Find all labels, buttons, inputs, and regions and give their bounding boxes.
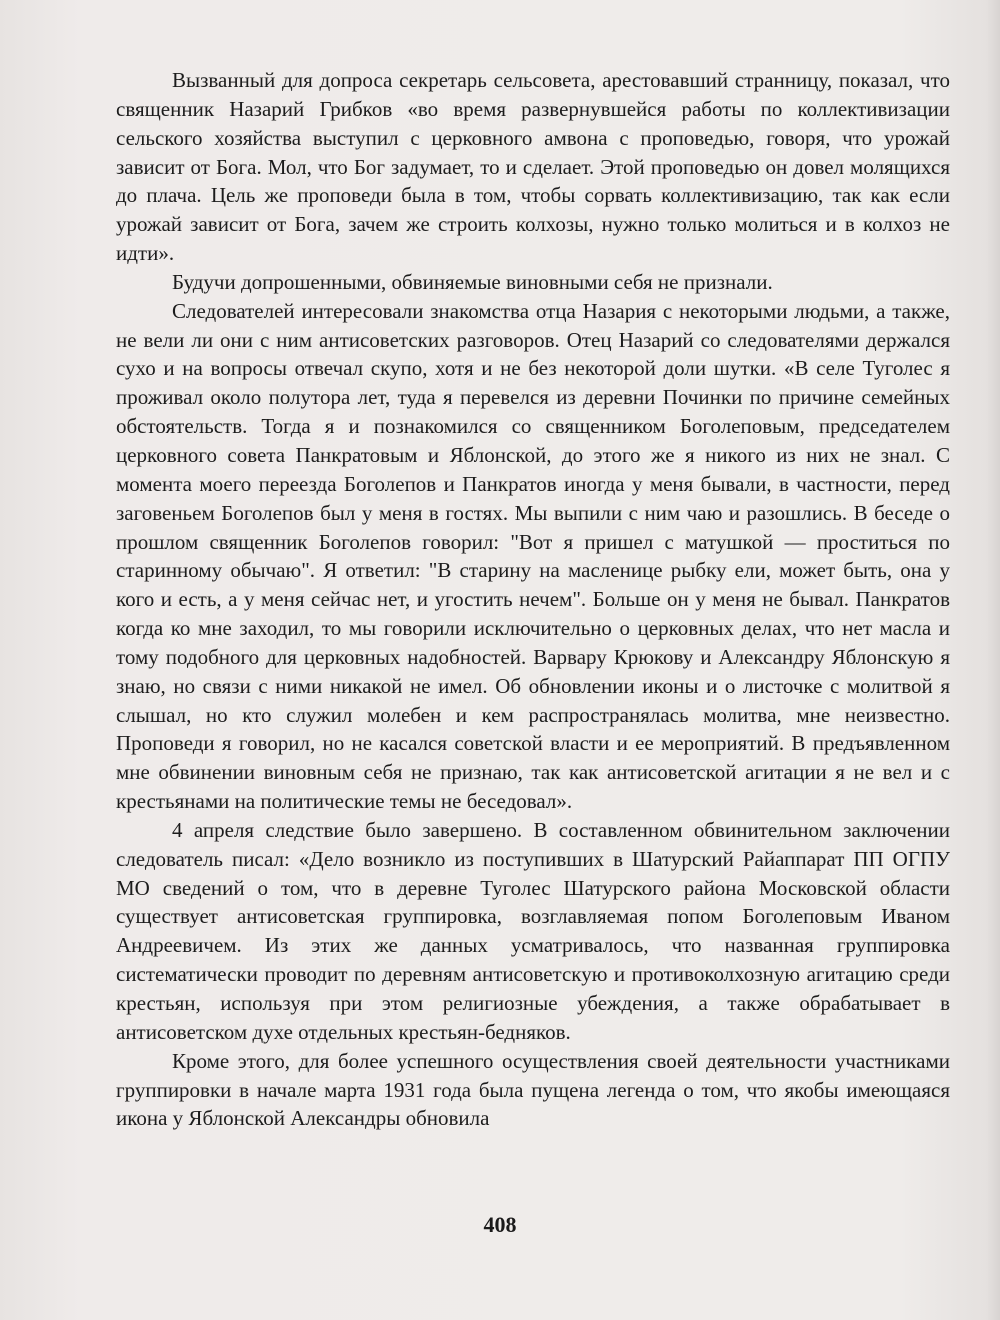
paragraph-indictment: 4 апреля следствие было завершено. В составленном обвинительном заключении следователь писал: «Дело возникло из поступивших в Шатурский Райаппарат ПП ОГПУ МО сведений о том, что в деревне Туголес Шатурского района Московской области существует антисоветская группировка, возглавляемая попом Боголеповым Иваном Андреевичем. Из этих же данных усматривалось, что названная группировка систематически проводит по деревням антисоветскую и противоколхозную агитацию среди крестьян, используя при этом религиозные убеждения, а также обрабатывает в антисоветском духе отдельных крестьян-бедняков. — [116, 817, 950, 1044]
paragraph-not-guilty: Будучи допрошенными, обвиняемые виновными себя не признали. — [172, 269, 773, 294]
body-text — [116, 66, 950, 1133]
paragraph-legend: Кроме этого, для более успешного осуществления своей деятельности участниками группировки в начале марта 1931 года была пущена легенда о том, что якобы имеющаяся икона у Яблонской Александры обновила — [116, 1048, 950, 1131]
paragraph-nazariy-testimony: Следователей интересовали знакомства отца Назария с некоторыми людьми, а также, не вели ли они с ним антисоветских разговоров. Отец Назарий со следователями держался сухо и на вопросы отвечал скупо, хотя и не без некоторой доли шутки. «В селе Туголес я проживал около полутора лет, туда я перевелся из деревни Починки по причине семейных обстоятельств. Тогда я и познакомился со священником Боголеповым, председателем церковного совета Панкратовым и Яблонской, до этого же я никого из них не знал. С момента моего переезда Боголепов и Панкратов иногда у меня бывали, в частности, перед заговеньем Боголепов был у меня в гостях. Мы выпили с ним чаю и разошлись. В беседе о прошлом священник Боголепов говорил: "Вот я пришел с матушкой — проститься по старинному обычаю". Я ответил: "В старину на масленице рыбку ели, может быть, она у кого и есть, а у меня сейчас нет, и угостить нечем". Больше он у меня не бывал. Панкратов когда ко мне заходил, то мы говорили исключительно о церковных делах, что нет масла и тому подобного для церковных надобностей. Варвару Крюкову и Александру Яблонскую я знаю, но связи с ними никакой не имел. Об обновлении иконы и о листочке с молитвой я слышал, но кто служил молебен и кем распространялась молитва, мне неизвестно. Проповеди я говорил, но не касался советской власти и ее мероприятий. В предъявленном мне обвинении виновным себя не признаю, так как антисоветской агитации я не вел и с крестьянами на политические темы не беседовал». — [116, 298, 950, 814]
page-edge-shadow — [986, 0, 1000, 1320]
paragraph-interrogation-secretary: Вызванный для допроса секретарь сельсовета, арестовавший странницу, показал, что священник Назарий Грибков «во время развернувшейся работы по коллективизации сельского хозяйства выступил с церковного амвона с проповедью, говоря, что урожай зависит от Бога. Мол, что Бог задумает, то и сделает. Этой проповедью он довел молящихся до плача. Цель же проповеди была в том, чтобы сорвать коллективизацию, так как если урожай зависит от Бога, зачем же строить колхозы, нужно только молиться и в колхоз не идти». — [116, 68, 950, 266]
page-number: 408 — [483, 1212, 517, 1237]
